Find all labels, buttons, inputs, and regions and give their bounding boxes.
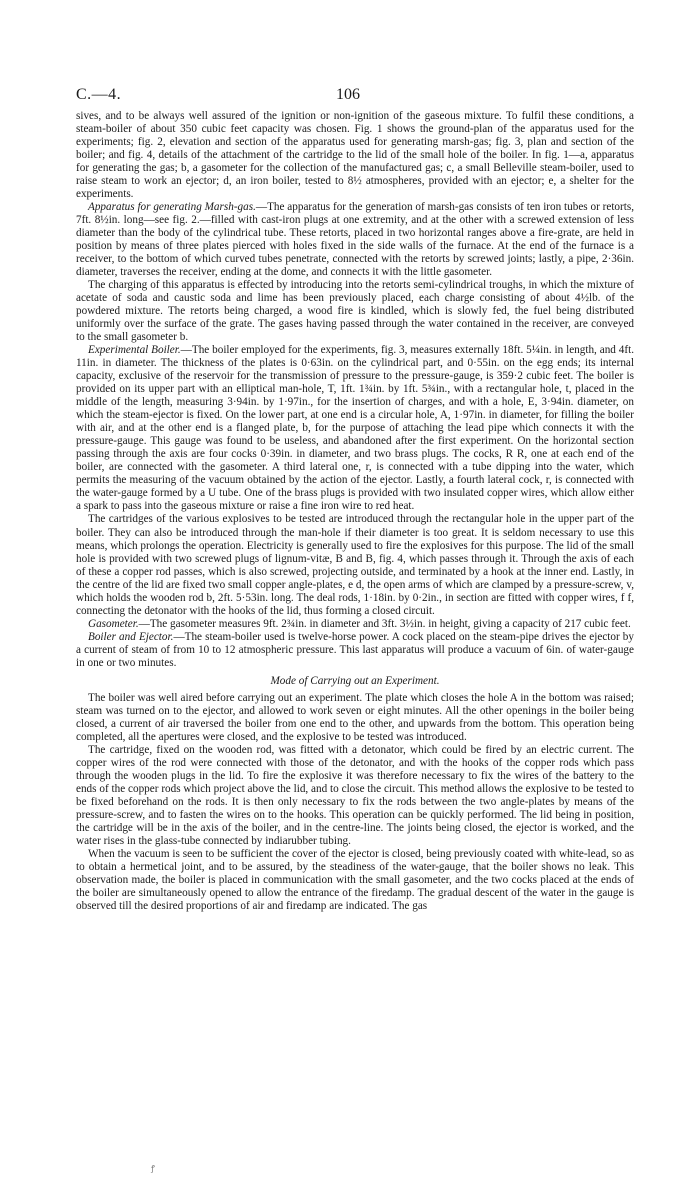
stray-mark: ꝭ xyxy=(151,1164,155,1173)
text-run: —The boiler employed for the experiments, fig. 3, measures externally 18ft. 5¼in. in length, and 4ft. 11in. in diameter. The thickness of the plates is 0·63in. on the cylindrical part, and 0·55in. on the egg ends; its internal capacity, exclusive of the reservoir for the transmission of pressure to the pressure-gauge, is 359·2 cubic feet. The boiler is provided on its upper part with an elliptical man-hole, T, 1ft. 1¾in. by 1ft. 5¾in., with a rectangular hole, t, placed in the middle of the length, measuring 3·94in. by 1·97in., for the insertion of charges, and with a hole, E, 3·94in. diameter, on which the steam-ejector is fixed. On the lower part, at one end is a circular hole, A, 1·97in. in diameter, for filling the boiler with air, and at the other end is a flanged plate, b, for the purpose of attaching the lead pipe which connects it with the pressure-gauge. This gauge was found to be useless, and abandoned after the first experiment. On the horizontal section passing through the axis are four cocks 0·39in. in diameter, and two brass plugs. The cocks, R R, one at each end of the boiler, are connected with the gasometer. A third lateral one, r, is connected with a tube dipping into the water, which permits the measuring of the vacuum obtained by the action of the ejector. Lastly, a fourth lateral cock, r, is connected with the water-gauge formed by a U tube. One of the brass plugs is provided with two insulated copper wires, which allow either a spark to pass into the gaseous mixture or raise a fine iron wire to red heat. xyxy=(76,344,634,513)
text-run: The boiler was well aired before carrying out an experiment. The plate which closes the hole A in the bottom was raised; steam was turned on to the ejector, and allowed to work seven or eight minutes. All the other openings in the boiler being closed, a current of air traversed the boiler from one end to the other, and upwards from the bottom. This operation being completed, all the apertures were closed, and the explosive to be tested was introduced. xyxy=(76,691,634,743)
paragraph xyxy=(76,110,634,201)
paragraph xyxy=(76,513,634,617)
text-run: The cartridges of the various explosives to be tested are introduced through the rectangular hole in the upper part of the boiler. They can also be introduced through the man-hole if their diameter is too great. It is seldom necessary to use this means, which prolongs the operation. Electricity is generally used to fire the explosives for this purpose. The lid of the small hole is provided with two screwed plugs of lignum-vitæ, B and B, fig. 4, which passes through it. Through the axis of each of these a copper rod passes, which is also screwed, projecting outside, and terminated by a hook at the inner end. Lastly, in the centre of the lid are fixed two small copper angle-plates, e d, the open arms of which are clamped by a pressure-screw, v, which holds the wooden rod b, 2ft. 5·53in. long. The deal rods, 1·18in. by 0·2in., in section are fitted with copper wires, f f, connecting the detonator with the hooks of the lid, thus forming a closed circuit. xyxy=(76,513,634,617)
text-run: —The apparatus for the generation of marsh-gas consists of ten iron tubes or retorts, 7ft. 8½in. long—see fig. 2.—filled with cast-iron plugs at one extremity, and at the other with a screwed extension of less diameter than the body of the cylindrical tube. These retorts, placed in two horizontal ranges above a fire-grate, are held in position by means of three plates pierced with holes fixed in the side walls of the furnace. At the end of the furnace is a receiver, to the bottom of which curved tubes penetrate, connected with the retorts by screwed joints; lastly, a pipe, 2·36in. diameter, traverses the receiver, ending at the dome, and connects it with the little gasometer. xyxy=(76,201,635,279)
text-run: Mode of Carrying out an Experiment. xyxy=(270,674,440,687)
text-run: —The steam-boiler used is twelve-horse power. A cock placed on the steam-pipe drives the ejector by a current of steam of from 10 to 12 atmospheric pressure. This last apparatus will produce a vacuum of 6in. of water-gauge in one or two minutes. xyxy=(76,630,634,669)
paragraph xyxy=(76,279,634,344)
page-number: 106 xyxy=(336,86,360,103)
section-heading xyxy=(76,675,634,688)
text-run: The charging of this apparatus is effected by introducing into the retorts semi-cylindrical troughs, in which the mixture of acetate of soda and caustic soda and lime has been previously placed, each charge consisting of about 4½lb. of the powdered mixture. The retorts being charged, a wood fire is kindled, which is slowly fed, the fuel being distributed uniformly over the surface of the grate. The gases having passed through the water contained in the receiver, are conveyed to the small gasometer b. xyxy=(76,279,634,344)
paragraph xyxy=(76,201,634,279)
italic-run: Apparatus for generating Marsh-gas. xyxy=(88,201,256,214)
paragraph xyxy=(76,618,634,631)
italic-run: Boiler and Ejector. xyxy=(88,630,174,643)
paragraph xyxy=(76,631,634,670)
text-run: When the vacuum is seen to be sufficient the cover of the ejector is closed, being previously coated with white-lead, so as to obtain a hermetical joint, and to be assured, by the steadiness of the water-gauge, that the boiler shows no leak. This observation made, the boiler is placed in communication with the small gasometer, and the two cocks placed at the ends of the boiler are simultaneously opened to allow the entrance of the firedamp. The gradual descent of the water in the gauge is observed till the desired proportions of air and firedamp are indicated. The gas xyxy=(76,847,634,912)
paragraph xyxy=(76,744,634,848)
paragraph xyxy=(76,692,634,744)
text-run: —The gasometer measures 9ft. 2¾in. in diameter and 3ft. 3½in. in height, giving a capacity of 217 cubic feet. xyxy=(138,617,631,630)
italic-run: Gasometer. xyxy=(88,617,139,630)
paragraph xyxy=(76,848,634,913)
page-reference: C.—4. xyxy=(76,86,122,103)
body-text xyxy=(76,110,634,913)
paragraph xyxy=(76,344,634,513)
text-run: The cartridge, fixed on the wooden rod, was fitted with a detonator, which could be fired by an electric current. The copper wires of the rod were connected with those of the detonator, and with the hooks of the copper rods which pass through the wooden plugs in the lid. To fire the explosive it was therefore necessary to fix the wires of the battery to the ends of the copper rods which project above the lid, and to close the circuit. This method allows the explosive to be tested to be fixed beforehand on the rods. It is then only necessary to fix the rods between the two angle-plates by means of the pressure-screw, and to fasten the wires on to the hooks. This operation can be quickly performed. The lid being in position, the cartridge will be in the axis of the boiler, and in the centre-line. The joints being closed, the ejector is worked, and the water rises in the glass-tube connected by indiarubber tubing. xyxy=(76,743,634,847)
text-run: sives, and to be always well assured of the ignition or non-ignition of the gaseous mixture. To fulfil these conditions, a steam-boiler of about 350 cubic feet capacity was chosen. Fig. 1 shows the ground-plan of the apparatus used for the experiments; fig. 2, elevation and section of the apparatus used for generating marsh-gas; fig. 3, plan and section of the boiler; and fig. 4, details of the attachment of the cartridge to the lid of the small hole of the boiler. In fig. 1—a, apparatus for generating the gas; b, a gasometer for the collection of the manufactured gas; c, a small Belleville steam-boiler, used to raise steam to work an ejector; d, an iron boiler, tested to 8½ atmospheres, provided with an ejector; e, a shelter for the experiments. xyxy=(76,110,634,201)
italic-run: Experimental Boiler. xyxy=(88,344,181,357)
